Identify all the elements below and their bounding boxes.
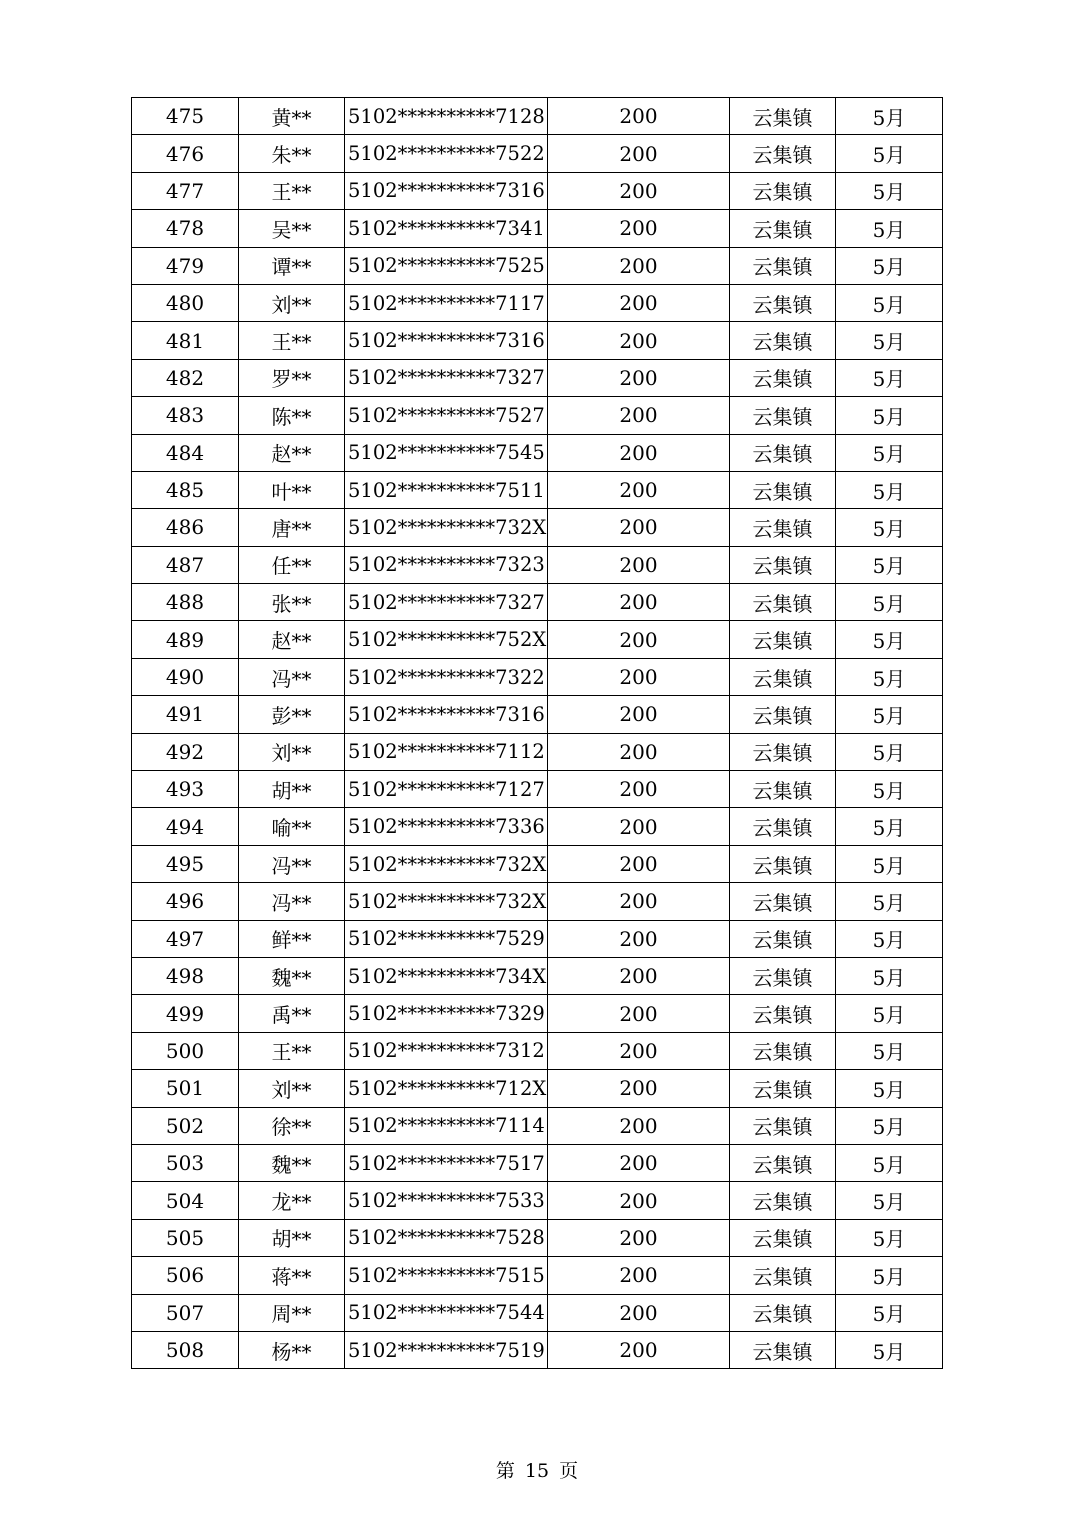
cell-serial-number: 502 (132, 1107, 239, 1144)
cell-month: 5月 (836, 658, 943, 695)
table-row (132, 771, 943, 808)
table-row (132, 1257, 943, 1294)
cell-town: 云集镇 (730, 397, 836, 434)
cell-month: 5月 (836, 733, 943, 770)
cell-amount: 200 (548, 957, 730, 994)
cell-amount: 200 (548, 210, 730, 247)
cell-town: 云集镇 (730, 509, 836, 546)
cell-id-number: 5102**********7112 (345, 733, 548, 770)
cell-town: 云集镇 (730, 1331, 836, 1368)
cell-id-number: 5102**********7533 (345, 1182, 548, 1219)
cell-serial-number: 488 (132, 584, 239, 621)
cell-amount: 200 (548, 1070, 730, 1107)
cell-town: 云集镇 (730, 621, 836, 658)
table-row (132, 284, 943, 321)
cell-amount: 200 (548, 434, 730, 471)
cell-name: 王** (239, 172, 345, 209)
cell-id-number: 5102**********7316 (345, 172, 548, 209)
cell-id-number: 5102**********7128 (345, 98, 548, 135)
cell-serial-number: 477 (132, 172, 239, 209)
cell-amount: 200 (548, 172, 730, 209)
cell-id-number: 5102**********752X (345, 621, 548, 658)
cell-town: 云集镇 (730, 957, 836, 994)
cell-serial-number: 481 (132, 322, 239, 359)
cell-amount: 200 (548, 584, 730, 621)
cell-name: 谭** (239, 247, 345, 284)
cell-town: 云集镇 (730, 808, 836, 845)
cell-amount: 200 (548, 135, 730, 172)
cell-town: 云集镇 (730, 733, 836, 770)
cell-town: 云集镇 (730, 1032, 836, 1069)
table-row (132, 1219, 943, 1256)
cell-town: 云集镇 (730, 920, 836, 957)
cell-id-number: 5102**********7327 (345, 584, 548, 621)
cell-id-number: 5102**********7327 (345, 359, 548, 396)
cell-serial-number: 508 (132, 1331, 239, 1368)
cell-id-number: 5102**********7544 (345, 1294, 548, 1331)
cell-name: 赵** (239, 621, 345, 658)
cell-id-number: 5102**********7519 (345, 1331, 548, 1368)
cell-serial-number: 504 (132, 1182, 239, 1219)
cell-serial-number: 478 (132, 210, 239, 247)
cell-month: 5月 (836, 1294, 943, 1331)
cell-serial-number: 499 (132, 995, 239, 1032)
cell-month: 5月 (836, 1331, 943, 1368)
cell-id-number: 5102**********7117 (345, 284, 548, 321)
table-row (132, 210, 943, 247)
table-row (132, 172, 943, 209)
cell-month: 5月 (836, 957, 943, 994)
cell-town: 云集镇 (730, 883, 836, 920)
cell-town: 云集镇 (730, 771, 836, 808)
cell-month: 5月 (836, 584, 943, 621)
cell-name: 王** (239, 322, 345, 359)
cell-serial-number: 506 (132, 1257, 239, 1294)
cell-month: 5月 (836, 771, 943, 808)
page-footer (0, 1456, 1074, 1483)
table-row (132, 359, 943, 396)
cell-town: 云集镇 (730, 658, 836, 695)
cell-amount: 200 (548, 845, 730, 882)
cell-id-number: 5102**********7127 (345, 771, 548, 808)
cell-amount: 200 (548, 284, 730, 321)
cell-amount: 200 (548, 771, 730, 808)
cell-amount: 200 (548, 322, 730, 359)
cell-id-number: 5102**********7545 (345, 434, 548, 471)
cell-serial-number: 479 (132, 247, 239, 284)
cell-name: 刘** (239, 1070, 345, 1107)
cell-id-number: 5102**********732X (345, 883, 548, 920)
cell-serial-number: 501 (132, 1070, 239, 1107)
cell-month: 5月 (836, 210, 943, 247)
cell-serial-number: 475 (132, 98, 239, 135)
cell-serial-number: 485 (132, 471, 239, 508)
cell-town: 云集镇 (730, 1107, 836, 1144)
cell-id-number: 5102**********7522 (345, 135, 548, 172)
cell-amount: 200 (548, 1182, 730, 1219)
cell-month: 5月 (836, 471, 943, 508)
cell-amount: 200 (548, 1032, 730, 1069)
cell-amount: 200 (548, 509, 730, 546)
cell-town: 云集镇 (730, 471, 836, 508)
footer-suffix: 页 (559, 1460, 579, 1482)
roster-table (131, 97, 943, 1369)
cell-serial-number: 498 (132, 957, 239, 994)
table-row (132, 1070, 943, 1107)
table-row (132, 920, 943, 957)
table-row (132, 584, 943, 621)
cell-town: 云集镇 (730, 322, 836, 359)
cell-id-number: 5102**********7312 (345, 1032, 548, 1069)
cell-id-number: 5102**********7525 (345, 247, 548, 284)
cell-name: 罗** (239, 359, 345, 396)
cell-serial-number: 491 (132, 696, 239, 733)
table-row (132, 621, 943, 658)
cell-month: 5月 (836, 845, 943, 882)
cell-name: 蒋** (239, 1257, 345, 1294)
cell-town: 云集镇 (730, 546, 836, 583)
table-row (132, 247, 943, 284)
cell-month: 5月 (836, 509, 943, 546)
cell-amount: 200 (548, 696, 730, 733)
cell-serial-number: 494 (132, 808, 239, 845)
cell-town: 云集镇 (730, 1070, 836, 1107)
cell-amount: 200 (548, 883, 730, 920)
cell-name: 龙** (239, 1182, 345, 1219)
cell-serial-number: 476 (132, 135, 239, 172)
cell-serial-number: 487 (132, 546, 239, 583)
cell-town: 云集镇 (730, 434, 836, 471)
cell-name: 王** (239, 1032, 345, 1069)
cell-name: 陈** (239, 397, 345, 434)
cell-id-number: 5102**********7517 (345, 1144, 548, 1181)
table-row (132, 883, 943, 920)
cell-serial-number: 486 (132, 509, 239, 546)
cell-id-number: 5102**********7322 (345, 658, 548, 695)
cell-serial-number: 484 (132, 434, 239, 471)
cell-month: 5月 (836, 621, 943, 658)
cell-month: 5月 (836, 1144, 943, 1181)
cell-month: 5月 (836, 1107, 943, 1144)
cell-amount: 200 (548, 98, 730, 135)
cell-serial-number: 500 (132, 1032, 239, 1069)
cell-id-number: 5102**********7529 (345, 920, 548, 957)
cell-amount: 200 (548, 247, 730, 284)
cell-serial-number: 493 (132, 771, 239, 808)
cell-town: 云集镇 (730, 98, 836, 135)
table-row (132, 696, 943, 733)
cell-town: 云集镇 (730, 1294, 836, 1331)
cell-month: 5月 (836, 247, 943, 284)
table-row (132, 1144, 943, 1181)
cell-serial-number: 492 (132, 733, 239, 770)
cell-serial-number: 489 (132, 621, 239, 658)
cell-serial-number: 503 (132, 1144, 239, 1181)
cell-amount: 200 (548, 733, 730, 770)
cell-name: 鲜** (239, 920, 345, 957)
table-row (132, 733, 943, 770)
cell-name: 刘** (239, 284, 345, 321)
cell-name: 赵** (239, 434, 345, 471)
cell-name: 刘** (239, 733, 345, 770)
cell-month: 5月 (836, 1219, 943, 1256)
table-row (132, 1294, 943, 1331)
cell-month: 5月 (836, 1032, 943, 1069)
cell-name: 唐** (239, 509, 345, 546)
cell-name: 任** (239, 546, 345, 583)
table-row (132, 434, 943, 471)
table-row (132, 957, 943, 994)
cell-month: 5月 (836, 284, 943, 321)
cell-amount: 200 (548, 1294, 730, 1331)
cell-id-number: 5102**********712X (345, 1070, 548, 1107)
table-row (132, 1107, 943, 1144)
cell-id-number: 5102**********7511 (345, 471, 548, 508)
cell-town: 云集镇 (730, 210, 836, 247)
table-row (132, 1032, 943, 1069)
cell-amount: 200 (548, 397, 730, 434)
table-row (132, 995, 943, 1032)
cell-serial-number: 490 (132, 658, 239, 695)
cell-town: 云集镇 (730, 172, 836, 209)
cell-amount: 200 (548, 1331, 730, 1368)
cell-name: 叶** (239, 471, 345, 508)
table-row (132, 471, 943, 508)
cell-month: 5月 (836, 135, 943, 172)
table-row (132, 1331, 943, 1368)
cell-name: 胡** (239, 1219, 345, 1256)
page-number: 15 (524, 1460, 550, 1482)
cell-id-number: 5102**********732X (345, 509, 548, 546)
cell-serial-number: 505 (132, 1219, 239, 1256)
table-row (132, 658, 943, 695)
cell-id-number: 5102**********7316 (345, 696, 548, 733)
cell-id-number: 5102**********7329 (345, 995, 548, 1032)
cell-name: 朱** (239, 135, 345, 172)
cell-month: 5月 (836, 1182, 943, 1219)
cell-amount: 200 (548, 920, 730, 957)
cell-id-number: 5102**********732X (345, 845, 548, 882)
cell-name: 冯** (239, 845, 345, 882)
cell-serial-number: 497 (132, 920, 239, 957)
cell-town: 云集镇 (730, 1257, 836, 1294)
cell-serial-number: 495 (132, 845, 239, 882)
cell-amount: 200 (548, 546, 730, 583)
cell-town: 云集镇 (730, 696, 836, 733)
cell-month: 5月 (836, 995, 943, 1032)
cell-town: 云集镇 (730, 359, 836, 396)
cell-month: 5月 (836, 1070, 943, 1107)
cell-town: 云集镇 (730, 1219, 836, 1256)
cell-serial-number: 507 (132, 1294, 239, 1331)
cell-month: 5月 (836, 397, 943, 434)
cell-town: 云集镇 (730, 284, 836, 321)
cell-name: 冯** (239, 658, 345, 695)
table-row (132, 98, 943, 135)
cell-id-number: 5102**********7341 (345, 210, 548, 247)
cell-id-number: 5102**********734X (345, 957, 548, 994)
cell-amount: 200 (548, 1144, 730, 1181)
cell-town: 云集镇 (730, 1182, 836, 1219)
cell-month: 5月 (836, 883, 943, 920)
cell-amount: 200 (548, 995, 730, 1032)
cell-month: 5月 (836, 98, 943, 135)
table-row (132, 135, 943, 172)
table-row (132, 845, 943, 882)
cell-id-number: 5102**********7527 (345, 397, 548, 434)
cell-name: 黄** (239, 98, 345, 135)
cell-name: 胡** (239, 771, 345, 808)
cell-name: 魏** (239, 957, 345, 994)
cell-month: 5月 (836, 696, 943, 733)
cell-month: 5月 (836, 434, 943, 471)
table-row (132, 397, 943, 434)
cell-name: 吴** (239, 210, 345, 247)
cell-month: 5月 (836, 546, 943, 583)
cell-serial-number: 496 (132, 883, 239, 920)
cell-amount: 200 (548, 658, 730, 695)
table-row (132, 509, 943, 546)
cell-town: 云集镇 (730, 247, 836, 284)
cell-name: 禹** (239, 995, 345, 1032)
cell-month: 5月 (836, 359, 943, 396)
cell-amount: 200 (548, 621, 730, 658)
cell-amount: 200 (548, 808, 730, 845)
cell-amount: 200 (548, 1219, 730, 1256)
cell-id-number: 5102**********7528 (345, 1219, 548, 1256)
cell-town: 云集镇 (730, 845, 836, 882)
cell-name: 张** (239, 584, 345, 621)
cell-serial-number: 483 (132, 397, 239, 434)
cell-town: 云集镇 (730, 135, 836, 172)
cell-id-number: 5102**********7114 (345, 1107, 548, 1144)
cell-name: 彭** (239, 696, 345, 733)
cell-id-number: 5102**********7336 (345, 808, 548, 845)
cell-month: 5月 (836, 808, 943, 845)
cell-name: 魏** (239, 1144, 345, 1181)
table-row (132, 322, 943, 359)
cell-town: 云集镇 (730, 995, 836, 1032)
cell-month: 5月 (836, 322, 943, 359)
roster-body (132, 98, 943, 1369)
cell-name: 喻** (239, 808, 345, 845)
cell-town: 云集镇 (730, 1144, 836, 1181)
cell-month: 5月 (836, 920, 943, 957)
cell-town: 云集镇 (730, 584, 836, 621)
cell-id-number: 5102**********7323 (345, 546, 548, 583)
footer-prefix: 第 (495, 1460, 515, 1482)
cell-amount: 200 (548, 1257, 730, 1294)
cell-amount: 200 (548, 1107, 730, 1144)
cell-name: 冯** (239, 883, 345, 920)
cell-month: 5月 (836, 1257, 943, 1294)
table-row (132, 1182, 943, 1219)
cell-amount: 200 (548, 471, 730, 508)
cell-serial-number: 480 (132, 284, 239, 321)
cell-month: 5月 (836, 172, 943, 209)
table-row (132, 546, 943, 583)
cell-id-number: 5102**********7316 (345, 322, 548, 359)
cell-name: 周** (239, 1294, 345, 1331)
cell-serial-number: 482 (132, 359, 239, 396)
cell-id-number: 5102**********7515 (345, 1257, 548, 1294)
table-row (132, 808, 943, 845)
cell-amount: 200 (548, 359, 730, 396)
cell-name: 徐** (239, 1107, 345, 1144)
cell-name: 杨** (239, 1331, 345, 1368)
